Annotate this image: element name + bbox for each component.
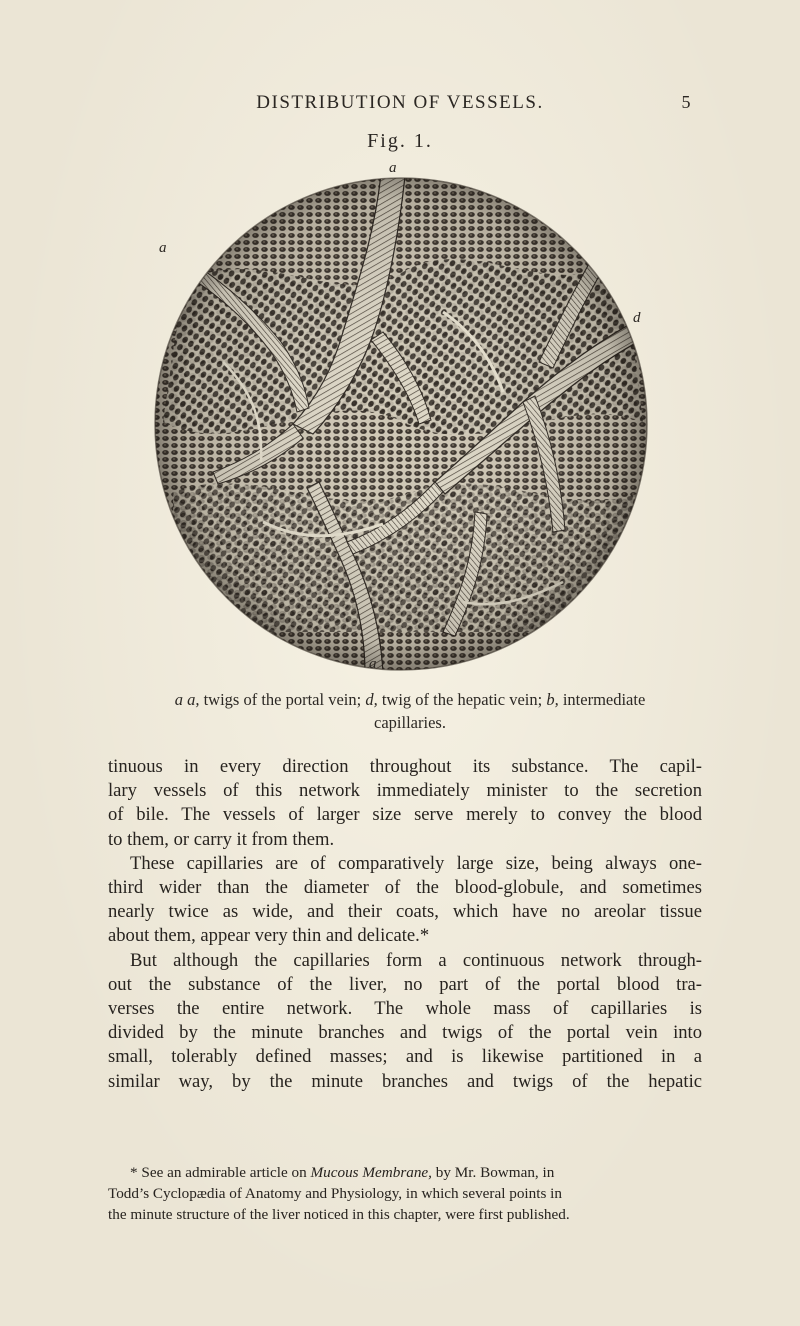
body-line: verses the entire network. The whole mass of capillaries is <box>108 998 702 1020</box>
footnote-line: the minute structure of the liver noticed in this chapter, were first published. <box>108 1206 570 1223</box>
running-title: DISTRIBUTION OF VESSELS. <box>256 92 544 113</box>
body-line: tinuous in every direction throughout its substance. The capil- <box>108 756 702 777</box>
figure-letter-right: d <box>633 310 641 326</box>
body-line: nearly twice as wide, and their coats, which have no areolar tissue <box>108 901 702 923</box>
figure-caption: a a, twigs of the portal vein; d, twig of the hepatic vein; b, intermediate capillaries. <box>174 690 646 732</box>
liver-lobule-engraving <box>143 162 659 682</box>
body-line: about them, appear very thin and delicate.* <box>108 925 430 947</box>
footnote-line: * See an admirable article on Mucous Membrane, by Mr. Bowman, in <box>130 1164 555 1181</box>
footnote-line: Todd’s Cyclopædia of Anatomy and Physiology, in which several points in <box>108 1185 562 1202</box>
figure-letter-left: a <box>159 240 167 256</box>
body-line: of bile. The vessels of larger size serve merely to convey the blood <box>108 804 702 826</box>
figure-letter-bottom: a <box>369 656 377 672</box>
body-line: out the substance of the liver, no part of the portal blood tra- <box>108 973 702 995</box>
running-head <box>0 92 800 114</box>
body-line: These capillaries are of comparatively large size, being always one- <box>130 852 702 874</box>
footnote <box>108 1162 702 1225</box>
body-line: But although the capillaries form a continuous network through- <box>130 949 702 971</box>
body-line: lary vessels of this network immediately minister to the secretion <box>108 780 702 802</box>
body-line: to them, or carry it from them. <box>108 828 335 850</box>
body-line: divided by the minute branches and twigs of the portal vein into <box>108 1022 702 1044</box>
body-text <box>108 755 702 1094</box>
page-number: 5 <box>681 92 692 112</box>
body-line: third wider than the diameter of the blood-globule, and sometimes <box>108 877 702 899</box>
body-line: similar way, by the minute branches and twigs of the hepatic <box>108 1070 702 1092</box>
figure-label: Fig. 1. <box>367 130 433 152</box>
figure-letter-top: a <box>389 162 397 176</box>
body-line: small, tolerably defined masses; and is likewise partitioned in a <box>108 1046 702 1068</box>
engraving-illustration <box>143 162 659 682</box>
